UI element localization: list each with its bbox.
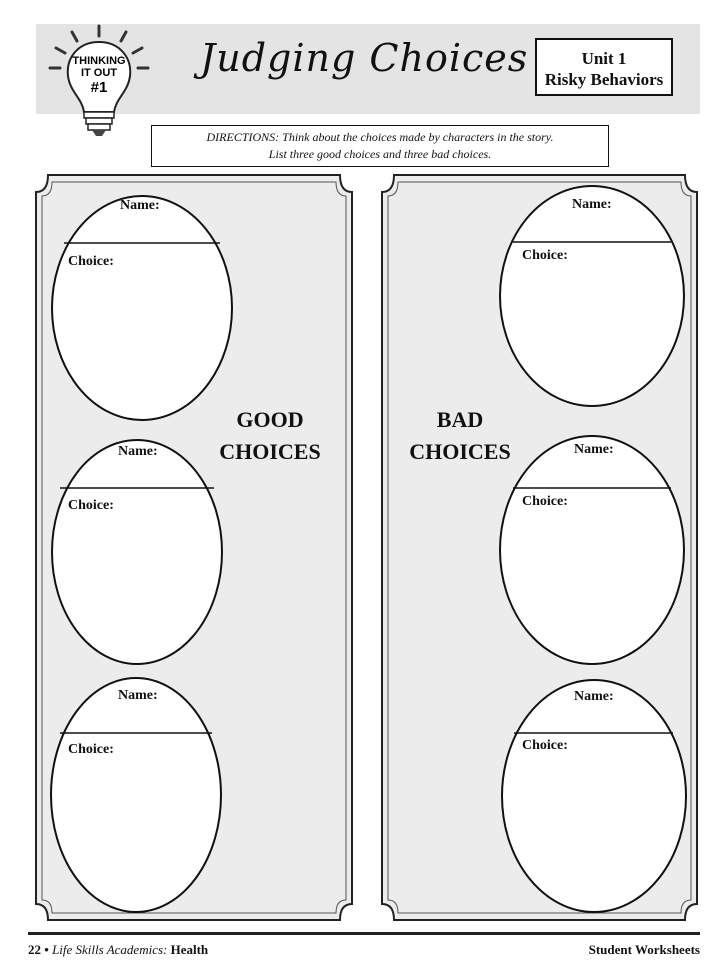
bad-oval-3-name-label: Name: [574, 689, 614, 704]
subject: Health [170, 942, 209, 957]
bad-oval-2-choice-label: Choice: [522, 494, 568, 509]
good-oval-3-name-label: Name: [118, 688, 158, 703]
bad-oval-3-choice-label: Choice: [522, 738, 568, 753]
footer-rule [28, 932, 700, 935]
badge-line2: IT OUT [80, 67, 118, 79]
bad-choice-oval-3[interactable] [502, 680, 686, 912]
good-oval-3-choice-label: Choice: [68, 742, 114, 757]
bad-oval-2-name-label: Name: [574, 442, 614, 457]
bad-label-line1: BAD [436, 407, 484, 432]
good-choice-oval-2[interactable] [52, 440, 222, 664]
good-choice-oval-3[interactable] [51, 678, 221, 912]
bad-label-line2: CHOICES [409, 439, 511, 464]
bad-choice-oval-1[interactable] [500, 186, 684, 406]
good-label-line1: GOOD [236, 407, 304, 432]
footer-left [28, 942, 208, 958]
bad-oval-1-name-label: Name: [572, 197, 612, 212]
bad-choices-label [405, 404, 515, 468]
unit-topic: Risky Behaviors [544, 70, 664, 89]
directions-line2: List three good choices and three bad choices. [268, 147, 492, 161]
good-label-line2: CHOICES [219, 439, 321, 464]
page-title: Judging Choices [200, 36, 529, 80]
good-choice-oval-1[interactable] [52, 196, 232, 420]
good-oval-1-choice-label: Choice: [68, 254, 114, 269]
good-choices-label [210, 404, 330, 468]
good-oval-1-name-label: Name: [120, 198, 160, 213]
book-title: Life Skills Academics: [52, 942, 168, 957]
badge-line1: THINKING [72, 55, 126, 67]
directions-line1: DIRECTIONS: Think about the choices made by characters in the story. [206, 130, 554, 144]
footer-section: Student Worksheets [588, 942, 700, 957]
badge-number: #1 [90, 79, 108, 96]
bad-oval-1-choice-label: Choice: [522, 248, 568, 263]
unit-number: Unit 1 [581, 49, 627, 68]
good-oval-2-name-label: Name: [118, 444, 158, 459]
good-oval-2-choice-label: Choice: [68, 498, 114, 513]
page-number: 22 • [28, 942, 49, 957]
bad-choice-oval-2[interactable] [500, 436, 684, 664]
